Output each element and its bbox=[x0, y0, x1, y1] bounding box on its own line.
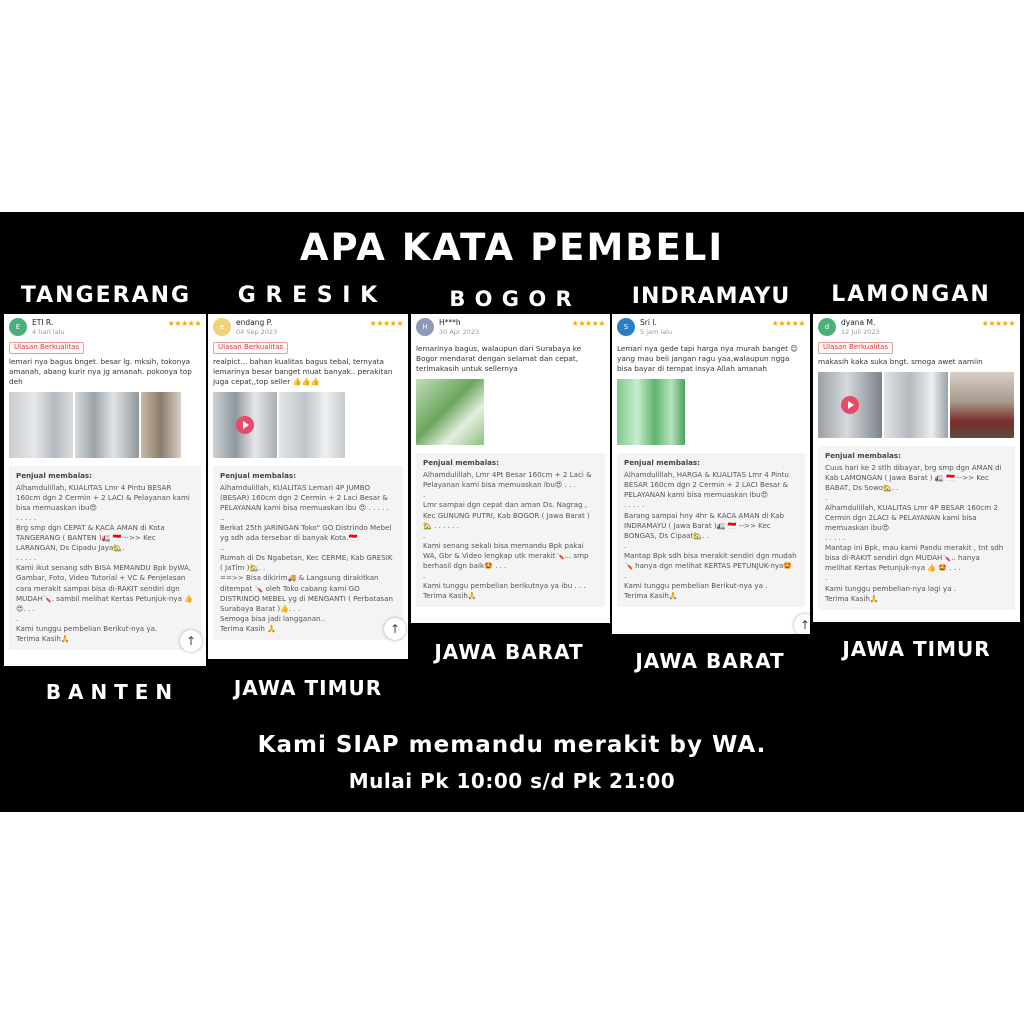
play-icon[interactable] bbox=[841, 396, 859, 414]
review-photos bbox=[208, 387, 408, 458]
seller-reply bbox=[213, 466, 403, 640]
city-label-2: G R E S I K bbox=[237, 283, 379, 308]
scroll-top-icon[interactable]: ↑ bbox=[794, 614, 810, 634]
seller-reply bbox=[416, 453, 605, 607]
reviewer-avatar: e bbox=[213, 318, 231, 336]
product-photo[interactable] bbox=[279, 392, 345, 458]
product-photo[interactable] bbox=[75, 392, 139, 458]
review-card-2 bbox=[208, 314, 408, 659]
rating-stars-icon: ★★★★★ bbox=[571, 319, 605, 328]
province-label-5: JAWA TIMUR bbox=[842, 637, 991, 661]
review-card-3 bbox=[411, 314, 610, 623]
reviewer-header bbox=[4, 314, 206, 340]
reviewer-avatar: H bbox=[416, 318, 434, 336]
review-text: makasih kaka suka bngt. smoga awet aamiin bbox=[818, 356, 983, 366]
city-label-4: INDRAMAYU bbox=[631, 284, 791, 309]
review-date: 30 Apr 2023 bbox=[439, 328, 480, 336]
quality-badge: Ulasan Berkualitas bbox=[818, 342, 893, 354]
review-photos bbox=[411, 374, 610, 445]
reply-title: Penjual membalas: bbox=[624, 458, 700, 468]
reviewer-name: H***h bbox=[439, 318, 461, 327]
reviewer-avatar: S bbox=[617, 318, 635, 336]
product-photo[interactable] bbox=[950, 372, 1014, 438]
banner-heading: APA KATA PEMBELI bbox=[299, 226, 725, 269]
review-text: realpict... bahan kualitas bagus tebal, ternyata lemarinya besar banget muat banyak.. perakitan juga cepat,,top seller 👍👍👍 bbox=[213, 356, 393, 386]
rating-stars-icon: ★★★★★ bbox=[981, 319, 1015, 328]
reply-title: Penjual membalas: bbox=[423, 458, 499, 468]
review-text: lemari nya bagus bnget. besar lg. mksih, tokonya amanah, abang kurir nya jg amanah. pokonya top deh bbox=[9, 356, 192, 386]
product-photo[interactable] bbox=[416, 379, 484, 445]
reply-title: Penjual membalas: bbox=[825, 450, 901, 460]
city-label-5: LAMONGAN bbox=[831, 282, 991, 307]
quality-badge: Ulasan Berkualitas bbox=[9, 342, 84, 354]
reviewer-header bbox=[813, 314, 1020, 340]
reviewer-avatar: d bbox=[818, 318, 836, 336]
reviewer-name: dyana M. bbox=[841, 318, 876, 327]
review-date: 5 jam lalu bbox=[640, 328, 673, 336]
reply-text: Alhamdulillah, KUALITAS Lmr 4 Pintu BESAR 160cm dgn 2 Cermin + 2 LACI & Pelayanan kami bisa memuaskan ibu😍 . . . . . Brg smp dgn CEPAT & KACA AMAN di Kota TANGERANG ( BANTEN )🚛 🇮🇩 -->> Kec LARANGAN, Ds Cipadu Jaya🏡. . . . . . Kami ikut senang sdh BISA MEMANDU Bpk byWA, Gambar, Foto, Video Tutorial + VC & Penjelasan cara merakit sampai bisa di-RAKIT sendiri dgn MUDAH🪛. sambil melihat Kertas Petunjuk-nya 👍😍. . . . Kami tunggu pembelian Berikut-nya ya. Terima Kasih🙏 bbox=[16, 482, 194, 643]
review-photos bbox=[4, 387, 206, 458]
play-icon[interactable] bbox=[236, 416, 254, 434]
reviewer-header bbox=[612, 314, 810, 340]
city-label-3: B O G O R bbox=[449, 287, 573, 311]
reply-text: Alhamdulillah, KUALITAS Lemari 4P JUMBO (BESAR) 160cm dgn 2 Cermin + 2 Laci Besar & PELAYANAN kami bisa memuaskan ibu 😍 . . . . . .. Berkat 25th JARINGAN Toko" GO Distrindo Mebel yg sdh ada tersebar di banyak Kota.🇮🇩 .. Rumah di Ds Ngabetan, Kec CERME, Kab GRESIK ( JaTim )🏡. . ==>> Bisa dikirim🚚 & Langsung dirakitkan ditempat 🪛 oleh Toko cabang kami GO DISTRINDO MEBEL yg di MENGANTI ( Perbatasan Surabaya Barat )👍. . . Semoga bisa jadi langganan.. Terima Kasih 🙏 bbox=[220, 482, 393, 633]
seller-reply bbox=[9, 466, 201, 650]
reviewer-header bbox=[411, 314, 610, 340]
reviewer-name: endang P. bbox=[236, 318, 273, 327]
product-photo[interactable] bbox=[617, 379, 685, 445]
reviewer-name: Sri I. bbox=[640, 318, 657, 327]
review-date: 04 Sep 2023 bbox=[236, 328, 278, 336]
scroll-top-icon[interactable]: ↑ bbox=[180, 630, 202, 652]
rating-stars-icon: ★★★★★ bbox=[771, 319, 805, 328]
product-photo[interactable] bbox=[884, 372, 948, 438]
province-label-4: JAWA BARAT bbox=[635, 649, 785, 673]
reviewer-name: ETI R. bbox=[32, 318, 54, 327]
city-label-1: TANGERANG bbox=[20, 283, 192, 308]
review-date: 4 hari lalu bbox=[32, 328, 65, 336]
reply-title: Penjual membalas: bbox=[16, 470, 92, 480]
reply-text: Alhamdulillah, HARGA & KUALITAS Lmr 4 Pintu BESAR 160cm dgn 2 Cermin + 2 LACI Besar & PELAYANAN kami bisa memuaskan Ibu😍 . . . . . Barang sampai hny 4hr & KACA AMAN di Kab INDRAMAYU ( Jawa Barat )🚛 🇮🇩 -->> Kec BONGAS, Ds Cipaat🏡. . . Mantap Bpk sdh bisa merakit sendiri dgn mudah🪛 hanya dgn melihat KERTAS PETUNJUK-nya🤩 . Kami tunggu pembelian Berikut-nya ya . Terima Kasih🙏 bbox=[624, 470, 797, 600]
review-date: 12 Juli 2023 bbox=[841, 328, 880, 336]
review-text: lemarinya bagus, walaupun dari Surabaya ke Bogor mendarat dengan selamat dan cepat, terimakasih untuk sellernya bbox=[416, 344, 582, 374]
reply-text: Alhamdulillah, Lmr 4Pt Besar 160cm + 2 Laci & Pelayanan kami bisa memuaskan ibu😍 . . . . Lmr sampai dgn cepat dan aman Ds. Nagrag , Kec GUNUNG PUTRI, Kab BOGOR ( Jawa Barat ) 🏡 . . . . . . . Kami senang sekali bisa memandu Bpk pakai WA, Gbr & Video lengkap utk merakit🪛... smp berhasil dgn baik🤩 . . . . Kami tunggu pembelian berikutnya ya ibu . . . Terima Kasih🙏 bbox=[423, 470, 592, 600]
province-label-3: JAWA BARAT bbox=[434, 640, 584, 664]
review-card-4 bbox=[612, 314, 810, 634]
testimonial-banner bbox=[0, 212, 1024, 812]
rating-stars-icon: ★★★★★ bbox=[369, 319, 403, 328]
reviewer-header bbox=[208, 314, 408, 340]
review-photos bbox=[612, 374, 810, 445]
review-text: Lemari nya gede tapi harga nya murah banget 😊 yang mau beli jangan ragu yaa,walaupun ngga bisa bayar di tempat insya Allah amanah bbox=[617, 344, 798, 374]
province-label-1: B A N T E N bbox=[45, 680, 173, 704]
product-video-thumbnail[interactable] bbox=[213, 392, 277, 458]
province-label-2: JAWA TIMUR bbox=[233, 676, 383, 700]
rating-stars-icon: ★★★★★ bbox=[167, 319, 201, 328]
product-photo[interactable] bbox=[141, 392, 181, 458]
seller-reply bbox=[818, 446, 1015, 610]
review-card-5 bbox=[813, 314, 1020, 622]
footer-assembly-guide: Kami SIAP memandu merakit by WA. bbox=[257, 732, 767, 758]
reviewer-avatar: E bbox=[9, 318, 27, 336]
review-photos bbox=[813, 367, 1020, 438]
scroll-top-icon[interactable]: ↑ bbox=[384, 618, 406, 640]
product-video-thumbnail[interactable] bbox=[818, 372, 882, 438]
seller-reply bbox=[617, 453, 805, 607]
review-card-1 bbox=[4, 314, 206, 666]
reply-text: Cuus hari ke 2 stlh dibayar, brg smp dgn AMAN di Kab LAMONGAN ( Jawa Barat ) 🚛 🇮🇩 -->> Kec BABAT, Ds Sowo🏡. . . Alhamdulillah, KUALITAS Lmr 4P BESAR 160cm 2 Cermin dgn 2LACI & PELAYANAN kami bisa memuaskan ibu😍 . . . . . Mantap ini Bpk, mau kami Pandu merakit , tnt sdh bisa di-RAKIT sendiri dgn MUDAH🪛.. hanya melihat Kertas Petunjuk-nya 👍 🤩 . . . . Kami tunggu pembelian-nya lagi ya . Terima Kasih🙏 bbox=[825, 462, 1004, 603]
footer-service-hours: Mulai Pk 10:00 s/d Pk 21:00 bbox=[348, 769, 676, 793]
quality-badge: Ulasan Berkualitas bbox=[213, 342, 288, 354]
product-photo[interactable] bbox=[9, 392, 73, 458]
reply-title: Penjual membalas: bbox=[220, 470, 296, 480]
